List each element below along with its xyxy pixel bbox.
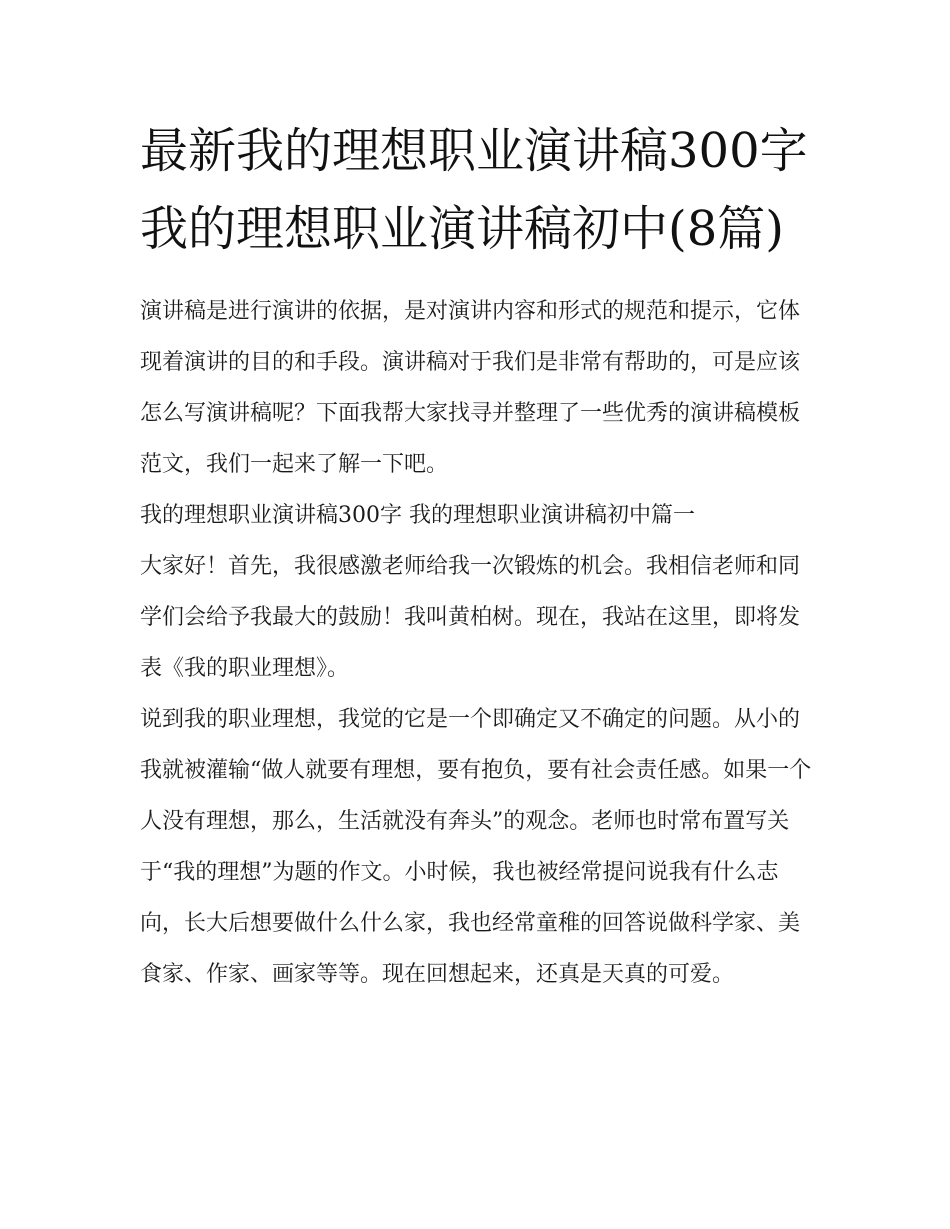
document-body — [140, 112, 820, 1000]
paragraph-section-heading: 我的理想职业演讲稿300字 我的理想职业演讲稿初中篇一 — [140, 503, 695, 528]
paragraph-greeting: 大家好！首先，我很感激老师给我一次锻炼的机会。我相信老师和同学们会给予我最大的鼓励！我叫黄柏树。现在，我站在这里，即将发表《我的职业理想》。 — [140, 554, 801, 681]
paragraph-career-ideal: 说到我的职业理想，我觉的它是一个即确定又不确定的问题。从小的我就被灌输“做人就要有理想，要有抱负，要有社会责任感。如果一个人没有理想，那么，生活就没有奔头”的观念。老师也时常布置写关于“我的理想”为题的作文。小时候，我也被经常提问说我有什么志向，长大后想要做什么什么家，我也经常童稚的回答说做科学家、美食家、作家、画家等等。现在回想起来，还真是天真的可爱。 — [140, 707, 812, 987]
document-title: 最新我的理想职业演讲稿300字 我的理想职业演讲稿初中(8篇) — [140, 123, 808, 257]
paragraph-intro: 演讲稿是进行演讲的依据，是对演讲内容和形式的规范和提示，它体现着演讲的目的和手段。演讲稿对于我们是非常有帮助的，可是应该怎么写演讲稿呢？下面我帮大家找寻并整理了一些优秀的演讲稿模板范文，我们一起来了解一下吧。 — [140, 299, 801, 477]
